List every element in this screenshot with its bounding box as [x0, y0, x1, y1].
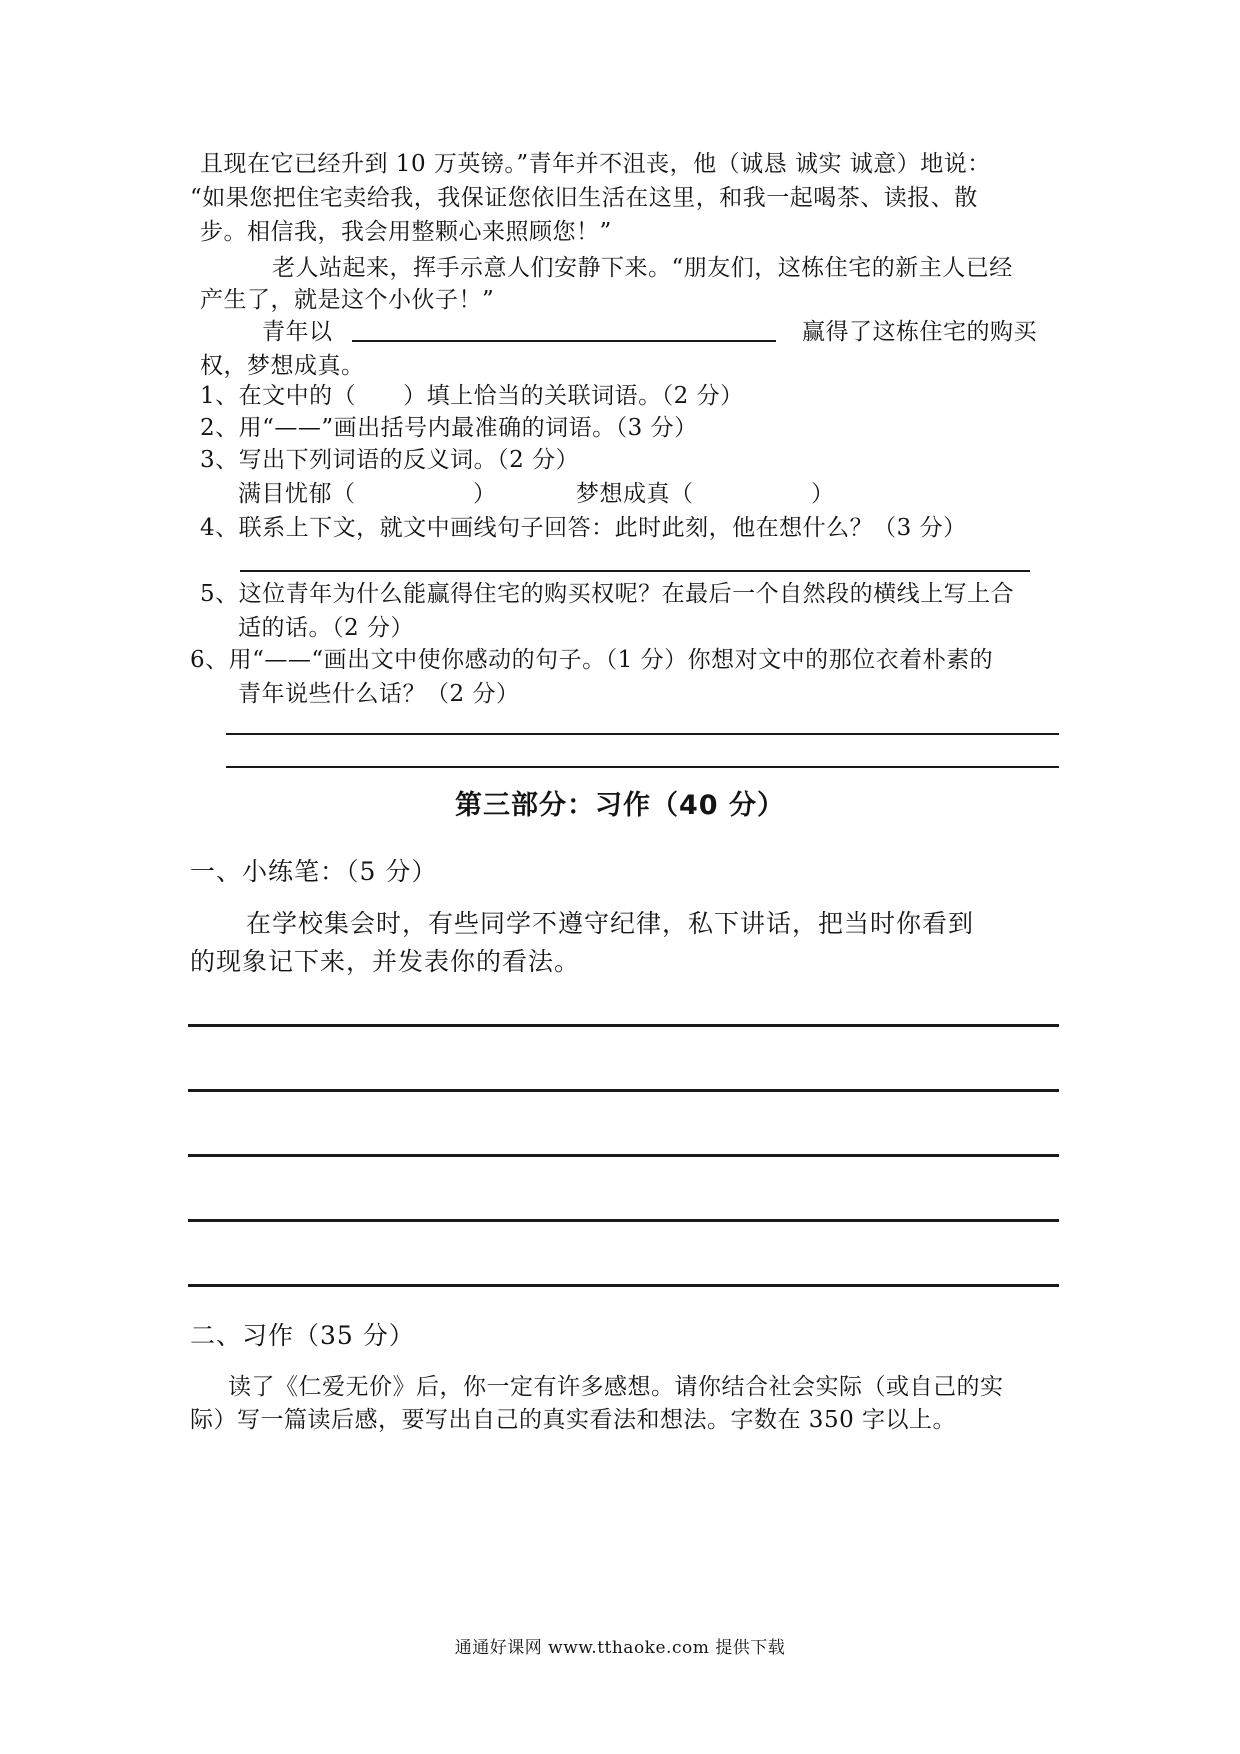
- practice-prompt-line-1: 在学校集会时，有些同学不遵守纪律，私下讲话，把当时你看到: [246, 909, 975, 938]
- question-2: 2、用“——”画出括号内最准确的词语。（3 分）: [200, 415, 698, 441]
- essay-heading: 二、习作（35 分）: [190, 1321, 415, 1350]
- question-3-word-1: 满目忧郁（ ）: [238, 481, 497, 507]
- passage-line-3: 步。相信我，我会用整颗心来照顾您！”: [200, 219, 612, 245]
- passage-line-6-start: 青年以: [262, 319, 333, 345]
- passage-line-1: 且现在它已经升到 10 万英镑。”青年并不沮丧，他（诚恳 诚实 诚意）地说：: [200, 151, 991, 177]
- passage-line-5: 产生了，就是这个小伙子！”: [200, 287, 495, 313]
- question-6-answer-line-2[interactable]: [226, 766, 1059, 768]
- question-3: 3、写出下列词语的反义词。（2 分）: [200, 447, 580, 473]
- question-1: 1、在文中的（ ）填上恰当的关联词语。（2 分）: [200, 383, 744, 409]
- essay-prompt-line-2: 际）写一篇读后感，要写出自己的真实看法和想法。字数在 350 字以上。: [190, 1407, 957, 1433]
- passage-line-6-end: 赢得了这栋住宅的购买: [802, 319, 1037, 345]
- essay-prompt-line-1: 读了《仁爱无价》后，你一定有许多感想。请你结合社会实际（或自己的实: [228, 1374, 1004, 1400]
- practice-heading: 一、小练笔：（5 分）: [190, 857, 438, 886]
- question-3-word-2: 梦想成真（ ）: [576, 481, 835, 507]
- question-4: 4、联系上下文，就文中画线句子回答：此时此刻，他在想什么？（3 分）: [200, 515, 967, 541]
- answer-blank-line[interactable]: [352, 340, 776, 342]
- passage-line-7: 权，梦想成真。: [200, 353, 365, 379]
- practice-writing-line-2[interactable]: [188, 1089, 1059, 1092]
- question-6-answer-line-1[interactable]: [226, 733, 1059, 735]
- passage-line-2: “如果您把住宅卖给我，我保证您依旧生活在这里，和我一起喝茶、读报、散: [190, 185, 978, 211]
- practice-writing-line-4[interactable]: [188, 1219, 1059, 1222]
- question-6-line-1: 6、用“——“画出文中使你感动的句子。（1 分）你想对文中的那位衣着朴素的: [190, 647, 994, 673]
- question-5-line-1: 5、这位青年为什么能赢得住宅的购买权呢？在最后一个自然段的横线上写上合: [200, 581, 1015, 607]
- practice-writing-line-5[interactable]: [188, 1284, 1059, 1287]
- practice-prompt-line-2: 的现象记下来，并发表你的看法。: [190, 947, 581, 976]
- passage-line-4: 老人站起来，挥手示意人们安静下来。“朋友们，这栋住宅的新主人已经: [272, 255, 1013, 281]
- question-4-answer-line[interactable]: [240, 570, 1030, 572]
- practice-writing-line-1[interactable]: [188, 1024, 1059, 1027]
- question-6-line-2: 青年说些什么话？（2 分）: [238, 681, 520, 707]
- question-5-line-2: 适的话。（2 分）: [238, 615, 414, 641]
- practice-writing-line-3[interactable]: [188, 1154, 1059, 1157]
- page-footer: 通通好课网 www.tthaoke.com 提供下载: [454, 1638, 786, 1658]
- part-3-title: 第三部分：习作（40 分）: [455, 790, 785, 821]
